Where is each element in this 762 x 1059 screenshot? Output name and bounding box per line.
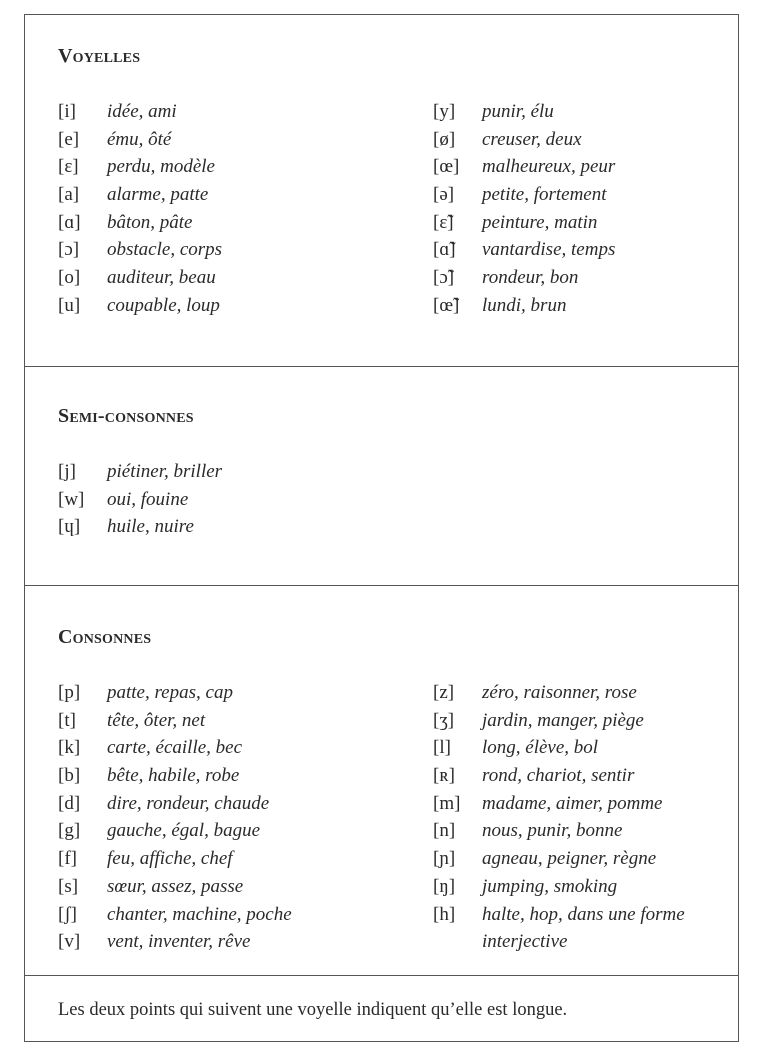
phoneme-symbol: [ɑ̃] (433, 239, 456, 261)
phoneme-examples: long, élève, bol (482, 737, 599, 759)
phoneme-symbol: [l] (433, 737, 451, 759)
phoneme-symbol: [m] (433, 792, 461, 814)
phoneme-symbol: [f] (58, 848, 77, 870)
section-title-voyelles: Voyelles (58, 45, 141, 67)
phoneme-examples: oui, fouine (107, 488, 189, 510)
phoneme-symbol: [w] (58, 488, 85, 510)
phoneme-symbol: [s] (58, 875, 79, 897)
phoneme-examples: petite, fortement (482, 184, 607, 206)
phoneme-examples: jumping, smoking (482, 875, 618, 897)
phoneme-symbol: [ŋ] (433, 875, 456, 897)
phoneme-examples: bâton, pâte (107, 211, 193, 233)
phoneme-examples: idée, ami (107, 101, 177, 122)
phoneme-examples: feu, affiche, chef (107, 848, 233, 870)
phoneme-symbol: [z] (433, 682, 455, 703)
section-consonnes (25, 585, 738, 975)
phoneme-symbol: [ə] (433, 184, 455, 206)
phoneme-symbol: [ɔ̃] (433, 267, 455, 289)
phoneme-symbol: [i] (58, 101, 76, 122)
phoneme-symbol: [t] (58, 709, 76, 731)
phoneme-examples: creuser, deux (482, 128, 582, 150)
phoneme-symbol: [g] (58, 820, 81, 842)
phoneme-symbol: [ɛ] (58, 156, 79, 178)
phoneme-examples: malheureux, peur (482, 156, 616, 178)
phoneme-symbol: [ɑ] (58, 211, 81, 233)
phoneme-symbol: [ɔ] (58, 239, 80, 261)
phoneme-symbol: [y] (433, 101, 456, 122)
phoneme-examples: rond, chariot, sentir (482, 765, 635, 787)
phoneme-symbol: [ɲ] (433, 848, 456, 870)
phoneme-examples: coupable, loup (107, 294, 220, 316)
phoneme-symbol: [ʒ] (433, 709, 455, 731)
phoneme-examples: lundi, brun (482, 294, 567, 316)
section-title-semi-consonnes: Semi-consonnes (58, 405, 194, 427)
phoneme-symbol: [o] (58, 267, 81, 289)
section-semi-consonnes (25, 366, 738, 585)
phoneme-examples: punir, élu (482, 101, 554, 122)
phoneme-examples: auditeur, beau (107, 267, 216, 289)
phoneme-symbol: [p] (58, 682, 81, 703)
phonetic-table (24, 14, 739, 1042)
phoneme-examples: sœur, assez, passe (107, 875, 244, 897)
phoneme-symbol: [j] (58, 461, 76, 482)
phoneme-examples: vent, inventer, rêve (107, 931, 251, 953)
phoneme-symbol: [n] (433, 820, 456, 842)
phoneme-examples: ému, ôté (107, 128, 172, 150)
phoneme-examples: madame, aimer, pomme (482, 792, 663, 814)
section-footnote (25, 975, 738, 1043)
phoneme-examples: huile, nuire (107, 516, 194, 538)
phoneme-symbol: [v] (58, 931, 81, 953)
phoneme-examples: chanter, machine, poche (107, 903, 292, 925)
phoneme-examples: halte, hop, dans une forme interjective (482, 903, 685, 953)
phoneme-symbol: [h] (433, 903, 456, 925)
phoneme-examples: nous, punir, bonne (482, 820, 623, 842)
phoneme-examples: dire, rondeur, chaude (107, 792, 270, 814)
phoneme-examples: zéro, raisonner, rose (482, 682, 637, 703)
phoneme-symbol: [e] (58, 128, 80, 150)
phoneme-symbol: [k] (58, 737, 81, 759)
phoneme-examples: vantardise, temps (482, 239, 616, 261)
phoneme-examples: alarme, patte (107, 184, 209, 206)
phoneme-symbol: [u] (58, 294, 81, 316)
phoneme-symbol: [ʃ] (58, 903, 77, 925)
phoneme-examples: carte, écaille, bec (107, 737, 243, 759)
phoneme-symbol: [ø] (433, 128, 456, 150)
phoneme-symbol: [œ̃] (433, 294, 460, 316)
section-voyelles (25, 15, 738, 366)
phoneme-symbol: [ɛ̃] (433, 211, 454, 233)
phoneme-examples: perdu, modèle (107, 156, 215, 178)
phoneme-examples: peinture, matin (482, 211, 598, 233)
phoneme-symbol: [ɥ] (58, 516, 81, 538)
phoneme-examples: tête, ôter, net (107, 709, 206, 731)
phoneme-examples: jardin, manger, piège (482, 709, 644, 731)
section-title-consonnes: Consonnes (58, 626, 152, 648)
phoneme-symbol: [d] (58, 792, 81, 814)
phoneme-examples: bête, habile, robe (107, 765, 240, 787)
phoneme-examples: piétiner, briller (107, 461, 223, 482)
phoneme-symbol: [œ] (433, 156, 460, 178)
phoneme-examples: gauche, égal, bague (107, 820, 261, 842)
phoneme-examples: rondeur, bon (482, 267, 579, 289)
phoneme-symbol: [b] (58, 765, 81, 787)
phoneme-symbol: [ʀ] (433, 765, 455, 787)
phoneme-examples: patte, repas, cap (107, 682, 233, 703)
footnote-text: Les deux points qui suivent une voyelle indiquent qu’elle est longue. (58, 1000, 568, 1020)
phoneme-examples: agneau, peigner, règne (482, 848, 657, 870)
phoneme-symbol: [a] (58, 184, 80, 206)
phoneme-examples: obstacle, corps (107, 239, 223, 261)
